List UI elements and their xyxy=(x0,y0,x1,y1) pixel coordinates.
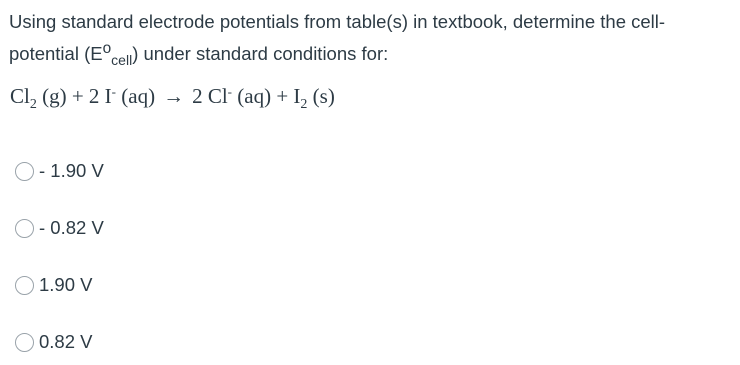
product-solid-text: (s) xyxy=(307,84,335,108)
answer-option-3[interactable] xyxy=(15,274,93,296)
radio-button-2[interactable] xyxy=(15,219,34,238)
iodide-charge: - xyxy=(111,84,117,99)
answer-label-1: - 1.90 V xyxy=(39,160,104,181)
cell-subscript: cell xyxy=(111,52,133,69)
chloride-charge: - xyxy=(227,84,233,99)
question-line-2-end: ) under standard conditions for: xyxy=(132,43,389,65)
question-line-2-start: potential (E xyxy=(9,43,103,65)
reaction-arrow: → xyxy=(163,84,185,108)
radio-button-4[interactable] xyxy=(15,333,34,352)
answer-label-4: 0.82 V xyxy=(39,331,93,352)
question-line-2 xyxy=(9,35,724,74)
degree-symbol: o xyxy=(102,40,112,57)
product-aq-text: (aq) + I xyxy=(232,84,301,108)
reactant-aq-text: (aq) xyxy=(116,84,156,108)
radio-button-1[interactable] xyxy=(15,162,34,181)
answer-label-2: - 0.82 V xyxy=(39,217,104,238)
answer-label-3: 1.90 V xyxy=(39,274,93,295)
answer-option-4[interactable] xyxy=(15,331,93,353)
answer-option-1[interactable] xyxy=(15,160,104,182)
radio-button-3[interactable] xyxy=(15,276,34,295)
iodine-subscript: 2 xyxy=(300,97,308,112)
chlorine-subscript: 2 xyxy=(29,97,37,112)
answer-option-2[interactable] xyxy=(15,217,104,239)
product-chloride: 2 Cl xyxy=(192,84,228,108)
question-line-1: Using standard electrode potentials from table(s) in textbook, determine the cell- xyxy=(9,11,666,32)
chlorine-symbol: Cl xyxy=(10,84,30,108)
reaction-equation xyxy=(10,84,335,113)
question-text xyxy=(9,8,724,74)
reactant-gas-text: (g) + 2 I xyxy=(36,84,112,108)
